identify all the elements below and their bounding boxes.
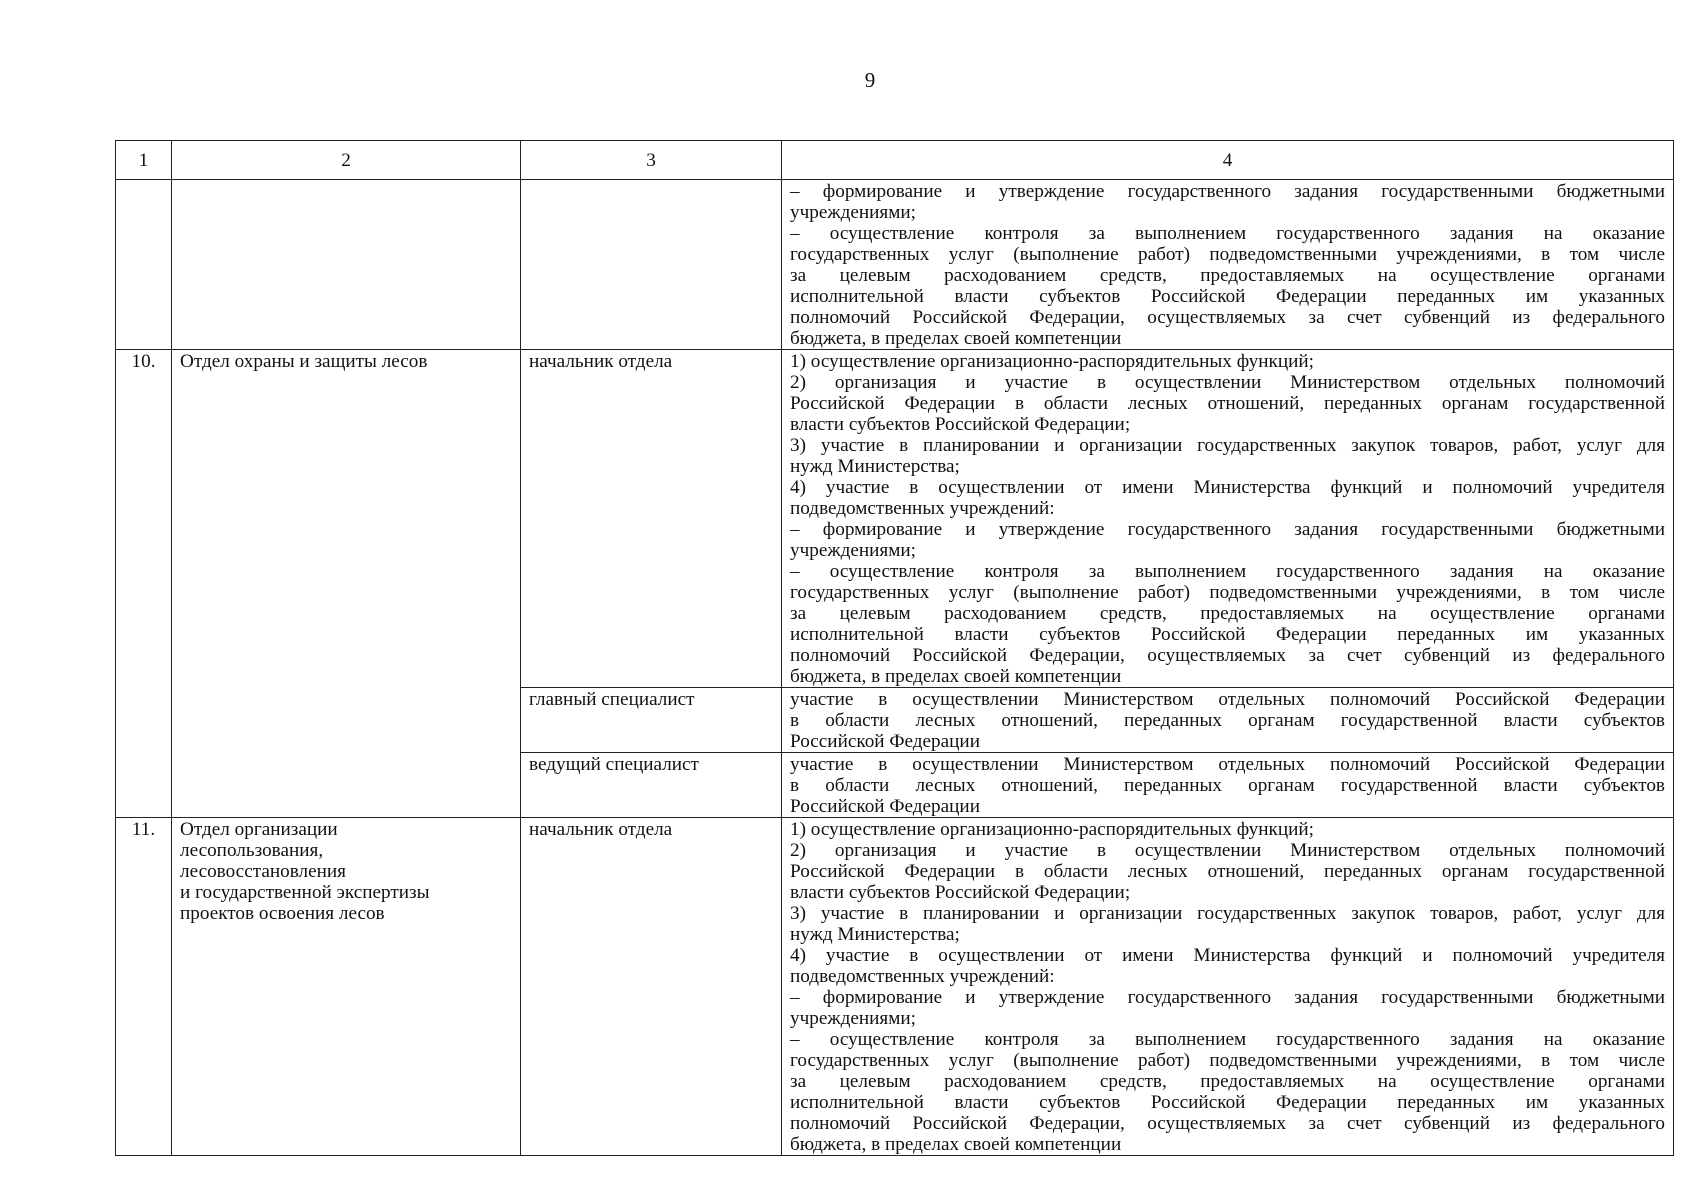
- number-cell: 10.: [116, 350, 172, 818]
- text-line: и государственной экспертизы: [180, 882, 430, 903]
- text-line: лесовосстановления: [180, 861, 346, 882]
- text-line: учреждениями;: [790, 1008, 916, 1029]
- text-line: полномочий Российской Федерации, осуществляемых за счет субвенций из федерального: [790, 1113, 1665, 1134]
- duties-table: [115, 140, 1674, 1156]
- text-line: государственных услуг (выполнение работ) подведомственными учреждениями, в том числе: [790, 1050, 1665, 1071]
- text-line: бюджета, в пределах своей компетенции: [790, 666, 1122, 687]
- number-cell: 11.: [116, 818, 172, 1156]
- page-number: 9: [864, 68, 876, 92]
- text-line: 2) организация и участие в осуществлении Министерством отдельных полномочий: [790, 372, 1665, 393]
- text-line: – формирование и утверждение государственного задания государственными бюджетными: [790, 987, 1665, 1008]
- text-line: за целевым расходованием средств, предоставляемых на осуществление органами: [790, 265, 1665, 286]
- text-line: нужд Министерства;: [790, 456, 960, 477]
- table-row-continuation: [116, 180, 1674, 350]
- duties-cell: [782, 818, 1674, 1156]
- text-line: Отдел охраны и защиты лесов: [180, 351, 428, 372]
- text-line: 1) осуществление организационно-распорядительных функций;: [790, 819, 1314, 840]
- text-line: бюджета, в пределах своей компетенции: [790, 1134, 1122, 1155]
- department-cell: [172, 818, 521, 1156]
- text-line: подведомственных учреждений:: [790, 498, 1055, 519]
- text-line: участие в осуществлении Министерством отдельных полномочий Российской Федерации: [790, 689, 1665, 710]
- number-cell: [116, 180, 172, 350]
- text-line: – осуществление контроля за выполнением государственного задания на оказание: [790, 561, 1665, 582]
- duties-cell: [782, 180, 1674, 350]
- text-line: исполнительной власти субъектов Российской Федерации переданных им указанных: [790, 1092, 1665, 1113]
- text-line: 4) участие в осуществлении от имени Министерства функций и полномочий учредителя: [790, 945, 1665, 966]
- header-row: [116, 141, 1674, 180]
- text-line: исполнительной власти субъектов Российской Федерации переданных им указанных: [790, 286, 1665, 307]
- text-line: Российской Федерации в области лесных отношений, переданных органам государственной: [790, 861, 1665, 882]
- table-row-section-10-head: [116, 350, 1674, 688]
- text-line: государственных услуг (выполнение работ) подведомственными учреждениями, в том числе: [790, 582, 1665, 603]
- position-cell: начальник отдела: [521, 818, 782, 1156]
- text-line: нужд Министерства;: [790, 924, 960, 945]
- text-line: проектов освоения лесов: [180, 903, 385, 924]
- text-line: – формирование и утверждение государственного задания государственными бюджетными: [790, 519, 1665, 540]
- position-cell: главный специалист: [521, 688, 782, 753]
- position-cell: [521, 180, 782, 350]
- text-line: Российской Федерации: [790, 796, 980, 817]
- text-line: учреждениями;: [790, 540, 916, 561]
- text-line: 2) организация и участие в осуществлении Министерством отдельных полномочий: [790, 840, 1665, 861]
- header-col-3: 3: [521, 141, 782, 180]
- position-cell: начальник отдела: [521, 350, 782, 688]
- text-line: лесопользования,: [180, 840, 324, 861]
- text-line: бюджета, в пределах своей компетенции: [790, 328, 1122, 349]
- duties-cell: [782, 753, 1674, 818]
- text-line: за целевым расходованием средств, предоставляемых на осуществление органами: [790, 1071, 1665, 1092]
- text-line: власти субъектов Российской Федерации;: [790, 882, 1131, 903]
- header-col-4: 4: [782, 141, 1674, 180]
- text-line: за целевым расходованием средств, предоставляемых на осуществление органами: [790, 603, 1665, 624]
- text-line: участие в осуществлении Министерством отдельных полномочий Российской Федерации: [790, 754, 1665, 775]
- text-line: в области лесных отношений, переданных органам государственной власти субъектов: [790, 775, 1665, 796]
- text-line: полномочий Российской Федерации, осуществляемых за счет субвенций из федерального: [790, 307, 1665, 328]
- department-cell: [172, 180, 521, 350]
- text-line: 3) участие в планировании и организации государственных закупок товаров, работ, услуг для: [790, 903, 1665, 924]
- text-line: власти субъектов Российской Федерации;: [790, 414, 1131, 435]
- department-cell: [172, 350, 521, 818]
- text-line: 1) осуществление организационно-распорядительных функций;: [790, 351, 1314, 372]
- text-line: – осуществление контроля за выполнением государственного задания на оказание: [790, 223, 1665, 244]
- text-line: Российской Федерации в области лесных отношений, переданных органам государственной: [790, 393, 1665, 414]
- text-line: полномочий Российской Федерации, осуществляемых за счет субвенций из федерального: [790, 645, 1665, 666]
- table-row-section-11-head: [116, 818, 1674, 1156]
- header-col-1: 1: [116, 141, 172, 180]
- position-cell: ведущий специалист: [521, 753, 782, 818]
- text-line: Российской Федерации: [790, 731, 980, 752]
- text-line: 3) участие в планировании и организации государственных закупок товаров, работ, услуг для: [790, 435, 1665, 456]
- duties-cell: [782, 688, 1674, 753]
- text-line: 4) участие в осуществлении от имени Министерства функций и полномочий учредителя: [790, 477, 1665, 498]
- text-line: государственных услуг (выполнение работ) подведомственными учреждениями, в том числе: [790, 244, 1665, 265]
- text-line: в области лесных отношений, переданных органам государственной власти субъектов: [790, 710, 1665, 731]
- text-line: подведомственных учреждений:: [790, 966, 1055, 987]
- text-line: исполнительной власти субъектов Российской Федерации переданных им указанных: [790, 624, 1665, 645]
- text-line: Отдел организации: [180, 819, 338, 840]
- header-col-2: 2: [172, 141, 521, 180]
- text-line: – осуществление контроля за выполнением государственного задания на оказание: [790, 1029, 1665, 1050]
- text-line: – формирование и утверждение государственного задания государственными бюджетными: [790, 181, 1665, 202]
- text-line: учреждениями;: [790, 202, 916, 223]
- duties-cell: [782, 350, 1674, 688]
